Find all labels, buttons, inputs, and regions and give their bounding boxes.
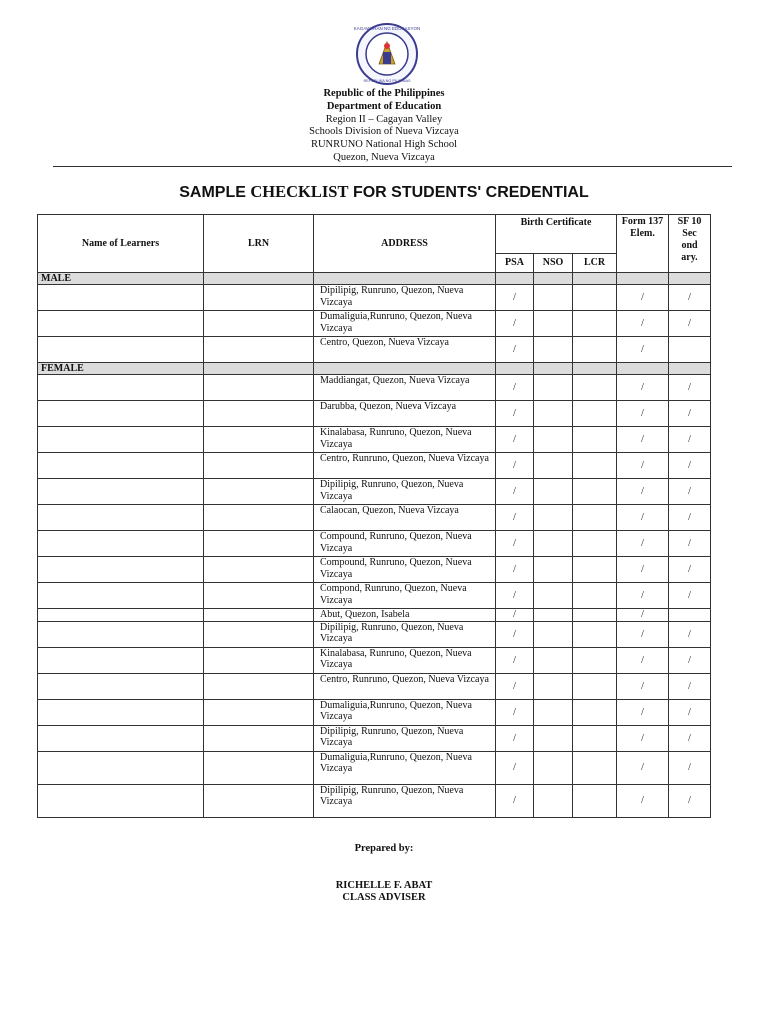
sf10-mark-cell: / bbox=[669, 375, 711, 401]
table-row bbox=[38, 505, 711, 531]
lcr-mark-cell bbox=[573, 479, 617, 505]
sf10-mark-cell: / bbox=[669, 699, 711, 725]
psa-mark-cell: / bbox=[496, 784, 534, 817]
nso-mark-cell bbox=[534, 784, 573, 817]
lcr-mark-cell bbox=[573, 453, 617, 479]
learner-name-cell bbox=[38, 609, 204, 622]
address-cell: Centro, Runruno, Quezon, Nueva Vizcaya bbox=[314, 673, 496, 699]
sf10-mark-cell: / bbox=[669, 427, 711, 453]
address-cell: Compond, Runruno, Quezon, Nueva Vizcaya bbox=[314, 583, 496, 609]
table-row bbox=[38, 453, 711, 479]
sf10-mark-cell: / bbox=[669, 621, 711, 647]
sf10-mark-cell bbox=[669, 609, 711, 622]
learner-name-cell bbox=[38, 531, 204, 557]
lrn-cell bbox=[204, 725, 314, 751]
nso-mark-cell bbox=[534, 725, 573, 751]
psa-mark-cell: / bbox=[496, 453, 534, 479]
learner-name-cell bbox=[38, 505, 204, 531]
lrn-cell bbox=[204, 531, 314, 557]
nso-mark-cell bbox=[534, 531, 573, 557]
header-location: Quezon, Nueva Vizcaya bbox=[333, 151, 435, 163]
psa-mark-cell: / bbox=[496, 401, 534, 427]
lrn-cell bbox=[204, 699, 314, 725]
lcr-mark-cell bbox=[573, 647, 617, 673]
address-cell: Centro, Quezon, Nueva Vizcaya bbox=[314, 337, 496, 363]
lrn-cell bbox=[204, 401, 314, 427]
psa-mark-cell: / bbox=[496, 311, 534, 337]
lrn-cell bbox=[204, 311, 314, 337]
section-label-female: FEMALE bbox=[38, 363, 204, 375]
sf10-mark-cell: / bbox=[669, 453, 711, 479]
header-lrn: LRN bbox=[204, 215, 314, 273]
title-part-sample: SAMPLE bbox=[179, 184, 246, 201]
form137-mark-cell: / bbox=[617, 699, 669, 725]
sf10-mark-cell bbox=[669, 337, 711, 363]
learner-name-cell bbox=[38, 285, 204, 311]
learner-name-cell bbox=[38, 375, 204, 401]
learner-name-cell bbox=[38, 784, 204, 817]
nso-mark-cell bbox=[534, 479, 573, 505]
table-row bbox=[38, 557, 711, 583]
lcr-mark-cell bbox=[573, 311, 617, 337]
psa-mark-cell: / bbox=[496, 673, 534, 699]
form137-mark-cell: / bbox=[617, 531, 669, 557]
header-division: Schools Division of Nueva Vizcaya bbox=[309, 126, 459, 138]
table-row bbox=[38, 479, 711, 505]
adviser-name: RICHELLE F. ABAT bbox=[335, 880, 433, 891]
form137-mark-cell: / bbox=[617, 427, 669, 453]
lcr-mark-cell bbox=[573, 401, 617, 427]
lrn-cell bbox=[204, 647, 314, 673]
sf10-mark-cell: / bbox=[669, 505, 711, 531]
nso-mark-cell bbox=[534, 505, 573, 531]
psa-mark-cell: / bbox=[496, 479, 534, 505]
psa-mark-cell: / bbox=[496, 505, 534, 531]
nso-mark-cell bbox=[534, 621, 573, 647]
form137-mark-cell: / bbox=[617, 583, 669, 609]
address-cell: Darubba, Quezon, Nueva Vizcaya bbox=[314, 401, 496, 427]
table-row bbox=[38, 583, 711, 609]
lrn-cell bbox=[204, 337, 314, 363]
header-region: Region II – Cagayan Valley bbox=[325, 113, 443, 125]
nso-mark-cell bbox=[534, 337, 573, 363]
nso-mark-cell bbox=[534, 583, 573, 609]
psa-mark-cell: / bbox=[496, 699, 534, 725]
lrn-cell bbox=[204, 751, 314, 784]
lcr-mark-cell bbox=[573, 583, 617, 609]
lcr-mark-cell bbox=[573, 427, 617, 453]
psa-mark-cell: / bbox=[496, 583, 534, 609]
address-cell: Dumaliguia,Runruno, Quezon, Nueva Vizcaya bbox=[314, 751, 496, 784]
learner-name-cell bbox=[38, 751, 204, 784]
form137-mark-cell: / bbox=[617, 621, 669, 647]
title-part-credential: FOR STUDENTS' CREDENTIAL bbox=[352, 184, 589, 201]
nso-mark-cell bbox=[534, 427, 573, 453]
lcr-mark-cell bbox=[573, 531, 617, 557]
table-row bbox=[38, 401, 711, 427]
sf10-mark-cell: / bbox=[669, 479, 711, 505]
lrn-cell bbox=[204, 557, 314, 583]
lrn-cell bbox=[204, 505, 314, 531]
learner-name-cell bbox=[38, 725, 204, 751]
learner-name-cell bbox=[38, 647, 204, 673]
sf10-mark-cell: / bbox=[669, 647, 711, 673]
psa-mark-cell: / bbox=[496, 647, 534, 673]
address-cell: Compound, Runruno, Quezon, Nueva Vizcaya bbox=[314, 531, 496, 557]
address-cell: Maddiangat, Quezon, Nueva Vizcaya bbox=[314, 375, 496, 401]
nso-mark-cell bbox=[534, 751, 573, 784]
nso-mark-cell bbox=[534, 311, 573, 337]
header-school: RUNRUNO National High School bbox=[310, 139, 458, 151]
address-cell: Compound, Runruno, Quezon, Nueva Vizcaya bbox=[314, 557, 496, 583]
table-row bbox=[38, 784, 711, 817]
section-row-female bbox=[38, 363, 711, 375]
lcr-mark-cell bbox=[573, 609, 617, 622]
lcr-mark-cell bbox=[573, 505, 617, 531]
table-row bbox=[38, 311, 711, 337]
form137-mark-cell: / bbox=[617, 453, 669, 479]
header-department: Department of Education bbox=[326, 100, 442, 112]
psa-mark-cell: / bbox=[496, 751, 534, 784]
sf10-mark-cell: / bbox=[669, 725, 711, 751]
table-row bbox=[38, 531, 711, 557]
lrn-cell bbox=[204, 609, 314, 622]
table-row bbox=[38, 285, 711, 311]
learner-name-cell bbox=[38, 583, 204, 609]
nso-mark-cell bbox=[534, 375, 573, 401]
table-row bbox=[38, 673, 711, 699]
form137-mark-cell: / bbox=[617, 285, 669, 311]
psa-mark-cell: / bbox=[496, 557, 534, 583]
lcr-mark-cell bbox=[573, 337, 617, 363]
sf10-mark-cell: / bbox=[669, 673, 711, 699]
lrn-cell bbox=[204, 479, 314, 505]
table-row bbox=[38, 375, 711, 401]
nso-mark-cell bbox=[534, 699, 573, 725]
table-row bbox=[38, 647, 711, 673]
title-part-checklist: CHECKLIST bbox=[250, 182, 349, 201]
lrn-cell bbox=[204, 784, 314, 817]
nso-mark-cell bbox=[534, 453, 573, 479]
prepared-by-label: Prepared by: bbox=[354, 843, 414, 854]
learner-name-cell bbox=[38, 453, 204, 479]
table-row bbox=[38, 427, 711, 453]
address-cell: Dipilipig, Runruno, Quezon, Nueva Vizcaya bbox=[314, 479, 496, 505]
header-republic: Republic of the Philippines bbox=[323, 88, 445, 99]
form137-mark-cell: / bbox=[617, 311, 669, 337]
sf10-mark-cell: / bbox=[669, 311, 711, 337]
address-cell: Dipilipig, Runruno, Quezon, Nueva Vizcaya bbox=[314, 621, 496, 647]
lcr-mark-cell bbox=[573, 557, 617, 583]
address-cell: Dipilipig, Runruno, Quezon, Nueva Vizcaya bbox=[314, 285, 496, 311]
letterhead bbox=[0, 88, 768, 165]
header-psa: PSA bbox=[496, 254, 534, 273]
adviser-role: CLASS ADVISER bbox=[342, 892, 426, 903]
lrn-cell bbox=[204, 673, 314, 699]
table-header-row bbox=[38, 215, 711, 254]
header-name-of-learners: Name of Learners bbox=[38, 215, 204, 273]
form137-mark-cell: / bbox=[617, 725, 669, 751]
psa-mark-cell: / bbox=[496, 375, 534, 401]
learner-name-cell bbox=[38, 673, 204, 699]
lcr-mark-cell bbox=[573, 673, 617, 699]
form137-mark-cell: / bbox=[617, 647, 669, 673]
lrn-cell bbox=[204, 453, 314, 479]
deped-seal-logo bbox=[353, 22, 421, 86]
table-row bbox=[38, 621, 711, 647]
psa-mark-cell: / bbox=[496, 621, 534, 647]
learner-name-cell bbox=[38, 479, 204, 505]
form137-mark-cell: / bbox=[617, 609, 669, 622]
address-cell: Kinalabasa, Runruno, Quezon, Nueva Vizcaya bbox=[314, 647, 496, 673]
lrn-cell bbox=[204, 375, 314, 401]
learner-name-cell bbox=[38, 427, 204, 453]
lrn-cell bbox=[204, 583, 314, 609]
lcr-mark-cell bbox=[573, 375, 617, 401]
section-label-male: MALE bbox=[38, 273, 204, 285]
form137-mark-cell: / bbox=[617, 673, 669, 699]
section-row-male bbox=[38, 273, 711, 285]
form137-mark-cell: / bbox=[617, 337, 669, 363]
nso-mark-cell bbox=[534, 673, 573, 699]
form137-mark-cell: / bbox=[617, 479, 669, 505]
sf10-mark-cell: / bbox=[669, 557, 711, 583]
address-cell: Dumaliguia,Runruno, Quezon, Nueva Vizcaya bbox=[314, 311, 496, 337]
psa-mark-cell: / bbox=[496, 285, 534, 311]
sf10-mark-cell: / bbox=[669, 751, 711, 784]
header-nso: NSO bbox=[534, 254, 573, 273]
learner-name-cell bbox=[38, 621, 204, 647]
header-birth-certificate: Birth Certificate bbox=[496, 215, 617, 254]
psa-mark-cell: / bbox=[496, 725, 534, 751]
learner-name-cell bbox=[38, 311, 204, 337]
lcr-mark-cell bbox=[573, 751, 617, 784]
header-address: ADDRESS bbox=[314, 215, 496, 273]
address-cell: Calaocan, Quezon, Nueva Vizcaya bbox=[314, 505, 496, 531]
form137-mark-cell: / bbox=[617, 751, 669, 784]
nso-mark-cell bbox=[534, 285, 573, 311]
header-lcr: LCR bbox=[573, 254, 617, 273]
lrn-cell bbox=[204, 427, 314, 453]
sf10-mark-cell: / bbox=[669, 583, 711, 609]
form137-mark-cell: / bbox=[617, 401, 669, 427]
header-divider bbox=[53, 166, 732, 167]
seal-lettering: KAGAWARAN NG EDUKASYON bbox=[353, 26, 421, 31]
address-cell: Abut, Quezon, Isabela bbox=[314, 609, 496, 622]
address-cell: Dipilipig, Runruno, Quezon, Nueva Vizcaya bbox=[314, 784, 496, 817]
form137-mark-cell: / bbox=[617, 375, 669, 401]
sf10-mark-cell: / bbox=[669, 784, 711, 817]
nso-mark-cell bbox=[534, 401, 573, 427]
page-title bbox=[0, 182, 768, 202]
psa-mark-cell: / bbox=[496, 609, 534, 622]
table-row bbox=[38, 725, 711, 751]
sf10-mark-cell: / bbox=[669, 531, 711, 557]
psa-mark-cell: / bbox=[496, 427, 534, 453]
lcr-mark-cell bbox=[573, 725, 617, 751]
form137-mark-cell: / bbox=[617, 557, 669, 583]
nso-mark-cell bbox=[534, 609, 573, 622]
psa-mark-cell: / bbox=[496, 337, 534, 363]
learner-name-cell bbox=[38, 337, 204, 363]
table-row bbox=[38, 337, 711, 363]
table-row bbox=[38, 609, 711, 622]
nso-mark-cell bbox=[534, 557, 573, 583]
lcr-mark-cell bbox=[573, 784, 617, 817]
address-cell: Kinalabasa, Runruno, Quezon, Nueva Vizcaya bbox=[314, 427, 496, 453]
address-cell: Dumaliguia,Runruno, Quezon, Nueva Vizcaya bbox=[314, 699, 496, 725]
learner-name-cell bbox=[38, 557, 204, 583]
header-form-137: Form 137 Elem. bbox=[617, 215, 669, 273]
address-cell: Dipilipig, Runruno, Quezon, Nueva Vizcaya bbox=[314, 725, 496, 751]
lcr-mark-cell bbox=[573, 621, 617, 647]
sf10-mark-cell: / bbox=[669, 285, 711, 311]
learner-name-cell bbox=[38, 699, 204, 725]
lcr-mark-cell bbox=[573, 285, 617, 311]
seal-sublettering: REPUBLIKA NG PILIPINAS bbox=[363, 79, 411, 83]
address-cell: Centro, Runruno, Quezon, Nueva Vizcaya bbox=[314, 453, 496, 479]
form137-mark-cell: / bbox=[617, 505, 669, 531]
lrn-cell bbox=[204, 285, 314, 311]
nso-mark-cell bbox=[534, 647, 573, 673]
form137-mark-cell: / bbox=[617, 784, 669, 817]
table-row bbox=[38, 751, 711, 784]
table-row bbox=[38, 699, 711, 725]
lcr-mark-cell bbox=[573, 699, 617, 725]
credential-checklist-table bbox=[37, 214, 711, 818]
header-sf10: SF 10 Sec ond ary. bbox=[669, 215, 711, 273]
lrn-cell bbox=[204, 621, 314, 647]
learner-name-cell bbox=[38, 401, 204, 427]
psa-mark-cell: / bbox=[496, 531, 534, 557]
sf10-mark-cell: / bbox=[669, 401, 711, 427]
